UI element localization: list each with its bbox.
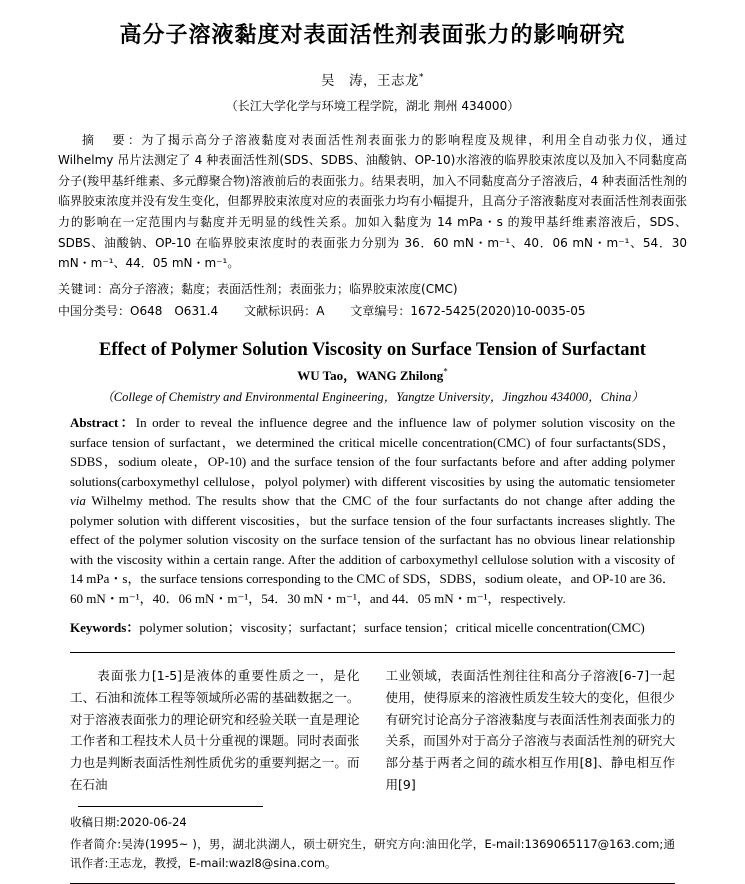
article-number-value: 1672-5425(2020)10-0035-05 (410, 304, 586, 319)
english-authors-names: WU Tao，WANG Zhilong (297, 368, 444, 384)
english-title: Effect of Polymer Solution Viscosity on Surface Tension of Surfactant (99, 340, 646, 361)
chinese-keywords-label: 关键词 (58, 281, 98, 296)
document-code (244, 300, 324, 322)
chinese-abstract-label: 摘 要 (82, 132, 129, 147)
english-keywords-label: Keywords： (70, 620, 140, 636)
body-columns (70, 665, 675, 796)
english-keywords (70, 618, 675, 638)
author-biography: 作者简介:吴涛(1995~ )，男，湖北洪湖人，硕士研究生，研究方向:油田化学，E-mail:1369065117@163.com;通讯作者:王志龙，教授，E-mail:wazl8@sina.com。 (70, 837, 675, 871)
document-code-value: A (316, 304, 325, 319)
clc-label: 中国分类号： (58, 304, 131, 319)
english-abstract-text-part2: Wilhelmy method. The results show that the CMC of the four surfactants do not change after adding the polymer solution with different viscosities，but the surface tension of the four surfactants increases slightly. The effect of the polymer solution viscosity on the surface tension of the surfactant has no obvious linear relationship with the viscosity within a certain range. After the addition of carboxymethyl cellulose solution with a viscosity of 14 mPa・s，the surface tensions corresponding to the CMC of SDS，SDBS，sodium oleate，and OP-10 are 36．60 mN・m⁻¹，40．06 mN・m⁻¹，54．30 mN・m⁻¹，and 44．05 mN・m⁻¹，respectively. (70, 493, 675, 606)
english-affiliation: （College of Chemistry and Environmental Engineering，Yangtze University，Jingzhou 434000，China） (101, 390, 644, 405)
english-authors (40, 365, 705, 384)
classification-row (58, 300, 687, 322)
footnote-divider (78, 806, 263, 807)
english-corresponding-marker: * (443, 367, 448, 378)
received-date: 收稿日期:2020-06-24 (70, 815, 187, 830)
chinese-authors (40, 69, 705, 89)
chinese-keywords-row: 关键词：高分子溶液；黏度；表面活性剂；表面张力；临界胶束浓度(CMC) (58, 281, 458, 296)
article-number (350, 300, 585, 322)
body-column-right: 工业领域，表面活性剂往往和高分子溶液[6-7]一起使用，使得原来的溶液性质发生较大的变化，但很少有研究讨论高分子溶液黏度与表面活性剂表面张力的关系，而国外对于高分子溶液与表面活性剂的研究大部分基于两者之间的疏水相互作用[8]、静电相互作用[9] (385, 667, 675, 793)
chinese-abstract-text: 为了揭示高分子溶液黏度对表面活性剂表面张力的影响程度及规律，利用全自动张力仪，通过 Wilhelmy 吊片法测定了 4 种表面活性剂(SDS、SDBS、油酸钠、OP-10)水溶液的临界胶束浓度以及加入不同黏度高分子(羧甲基纤维素、多元醇聚合物)溶液前后的表面张力。结果表明，加入不同黏度高分子溶液后，4 种表面活性剂的临界胶束浓度并没有发生变化，但都界胶束浓度对应的表面张力均有小幅提升，且高分子溶液黏度对表面活性剂表面张力的影响在一定范围内与黏度并无明显的线性关系。加如入黏度为 14 mPa・s 的羧甲基纤维素溶液后，SDS、SDBS、油酸钠、OP-10 在临界胶束浓度时的表面张力分别为 36．60 mN・m⁻¹、40．06 mN・m⁻¹、54．30 mN・m⁻¹、44．05 mN・m⁻¹。 (58, 132, 687, 271)
page-title: 高分子溶液黏度对表面活性剂表面张力的影响研究 (119, 23, 626, 48)
chinese-metadata (58, 278, 687, 322)
section-divider (70, 652, 675, 653)
chinese-authors-names: 吴 涛，王志龙 (321, 72, 419, 89)
article-number-label: 文章编号： (350, 304, 411, 319)
clc-number (58, 300, 218, 322)
english-abstract (70, 413, 675, 608)
english-abstract-italic-term: via (70, 493, 86, 509)
english-keywords-text: polymer solution；viscosity；surfactant；surface tension；critical micelle concentration(CMC) (139, 620, 645, 636)
english-abstract-text-part1: In order to reveal the influence degree and the influence law of polymer solution viscosity on the surface tension of surfactant，we determined the critical micelle concentration(CMC) of four surfactants(SDS，SDBS，sodium oleate，OP-10) and the surface tension of the four surfactants before and after adding polymer solutions(carboxymethyl cellulose，polyol polymer) with different viscosities by using the automatic tensiometer (70, 415, 675, 489)
corresponding-author-marker: * (419, 72, 424, 83)
document-code-label: 文献标识码： (244, 304, 317, 319)
chinese-affiliation: （长江大学化学与环境工程学院，湖北 荆州 434000） (225, 98, 520, 113)
chinese-abstract: 摘 要：为了揭示高分子溶液黏度对表面活性剂表面张力的影响程度及规律，利用全自动张力仪，通过 Wilhelmy 吊片法测定了 4 种表面活性剂(SDS、SDBS、油酸钠、OP-10)水溶液的临界胶束浓度以及加入不同黏度高分子(羧甲基纤维素、多元醇聚合物)溶液前后的表面张力。结果表明，加入不同黏度高分子溶液后，4 种表面活性剂的临界胶束浓度并没有发生变化，但都界胶束浓度对应的表面张力均有小幅提升，且高分子溶液黏度对表面活性剂表面张力的影响在一定范围内与黏度并无明显的线性关系。加如入黏度为 14 mPa・s 的羧甲基纤维素溶液后，SDS、SDBS、油酸钠、OP-10 在临界胶束浓度时的表面张力分别为 36．60 mN・m⁻¹、40．06 mN・m⁻¹、54．30 mN・m⁻¹、44．05 mN・m⁻¹。 (58, 132, 687, 271)
footnote-area (70, 813, 675, 873)
clc-value: O648 O631.4 (130, 304, 219, 319)
body-column-left: 表面张力[1-5]是液体的重要性质之一，是化工、石油和流体工程等领域所必需的基础数据之一。对于溶液表面张力的理论研究和经验关联一直是理论工作者和工程技术人员十分重视的课题。同时表面张力也是判断表面活性剂性质优劣的重要判据之一。而在石油 (70, 667, 360, 793)
english-abstract-label: Abstract： (70, 415, 136, 431)
chinese-keywords-text: 高分子溶液；黏度；表面活性剂；表面张力；临界胶束浓度(CMC) (109, 281, 458, 296)
